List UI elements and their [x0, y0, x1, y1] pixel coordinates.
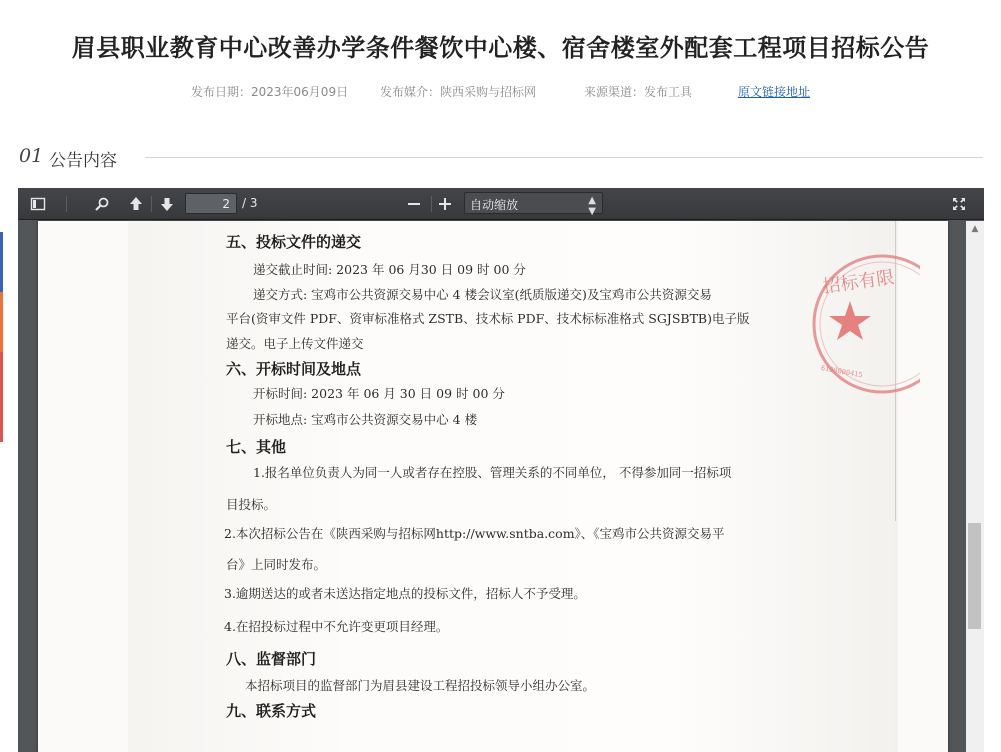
doc-line: 1.报名单位负责人为同一人或者存在控股、管理关系的不同单位， 不得参加同一招标项 — [253, 465, 732, 480]
toolbar-separator — [431, 196, 432, 212]
source-channel: 来源渠道：发布工具 — [584, 85, 693, 99]
doc-line: 递交截止时间: 2023 年 06 月30 日 09 时 00 分 — [253, 262, 526, 277]
arrow-up-icon[interactable] — [124, 192, 148, 216]
section-heading: 五、投标文件的递交 — [226, 233, 362, 251]
toolbar-separator — [66, 196, 67, 212]
doc-line: 2.本次招标公告在《陕西采购与招标网http://www.sntba.com》、《宝鸡市公共资源交易平 — [224, 526, 725, 541]
official-seal-stamp — [810, 239, 920, 399]
doc-line: 台》上同时发布。 — [226, 557, 327, 572]
toolbar-separator — [151, 196, 152, 212]
sidebar-toggle-icon[interactable] — [26, 192, 50, 216]
section-label: 公告内容 — [49, 151, 117, 171]
zoom-value: 自动缩放 — [470, 198, 519, 212]
doc-line: 平台(资审文件 PDF、资审标准格式 ZSTB、技术标 PDF、技术标标准格式 SGJSBTB)电子版 — [226, 311, 750, 326]
document-area — [18, 221, 966, 752]
section-divider — [145, 157, 983, 158]
publish-media: 发布媒介：陕西采购与招标网 — [380, 85, 537, 99]
page-number-input[interactable]: 2 — [185, 193, 237, 214]
pdf-viewer — [18, 188, 984, 752]
scroll-thumb[interactable] — [968, 523, 981, 629]
edge-strip — [0, 232, 3, 292]
page-title: 眉县职业教育中心改善办学条件餐饮中心楼、宿舍楼室外配套工程项目招标公告 — [71, 34, 930, 62]
arrow-down-icon[interactable] — [155, 192, 179, 216]
doc-line: 4.在招投标过程中不允许变更项目经理。 — [224, 619, 449, 634]
section-heading: 八、监督部门 — [226, 650, 317, 668]
pdf-toolbar — [18, 188, 984, 220]
select-caret-icon: ▲ ▼ — [588, 195, 596, 217]
section-header — [19, 145, 983, 169]
zoom-select[interactable] — [464, 192, 603, 217]
section-heading: 七、其他 — [226, 438, 287, 456]
original-link[interactable]: 原文链接地址 — [738, 85, 811, 99]
section-heading: 九、联系方式 — [226, 702, 317, 720]
doc-line: 开标地点: 宝鸡市公共资源交易中心 4 楼 — [253, 412, 478, 427]
stamp-text: 招标有限 — [821, 266, 896, 298]
scroll-up-icon[interactable]: ▲ — [971, 224, 979, 234]
section-heading: 六、开标时间及地点 — [226, 360, 362, 378]
fullscreen-icon[interactable] — [947, 192, 971, 216]
vertical-scrollbar[interactable] — [966, 221, 984, 752]
publish-date: 发布日期：2023年06月09日 — [191, 85, 349, 99]
stamp-number: 6100000415 — [820, 364, 864, 380]
doc-line: 3.逾期送达的或者未送达指定地点的投标文件，招标人不予受理。 — [224, 586, 586, 601]
doc-line: 递交方式: 宝鸡市公共资源交易中心 4 楼会议室(纸质版递交)及宝鸡市公共资源交易 — [253, 287, 712, 302]
doc-line: 目投标。 — [226, 497, 277, 512]
document-page — [38, 221, 948, 752]
plus-icon[interactable] — [433, 192, 457, 216]
page-count: / 3 — [242, 196, 258, 210]
section-number: 01 — [19, 145, 44, 167]
doc-line: 本招标项目的监督部门为眉县建设工程招投标领导小组办公室。 — [245, 678, 596, 693]
edge-strip — [0, 292, 3, 352]
doc-line: 递交。电子上传文件递交 — [226, 336, 364, 351]
minus-icon[interactable] — [402, 192, 426, 216]
doc-line: 开标时间: 2023 年 06 月 30 日 09 时 00 分 — [253, 386, 505, 401]
search-icon[interactable] — [90, 192, 114, 216]
edge-strip — [0, 352, 3, 442]
